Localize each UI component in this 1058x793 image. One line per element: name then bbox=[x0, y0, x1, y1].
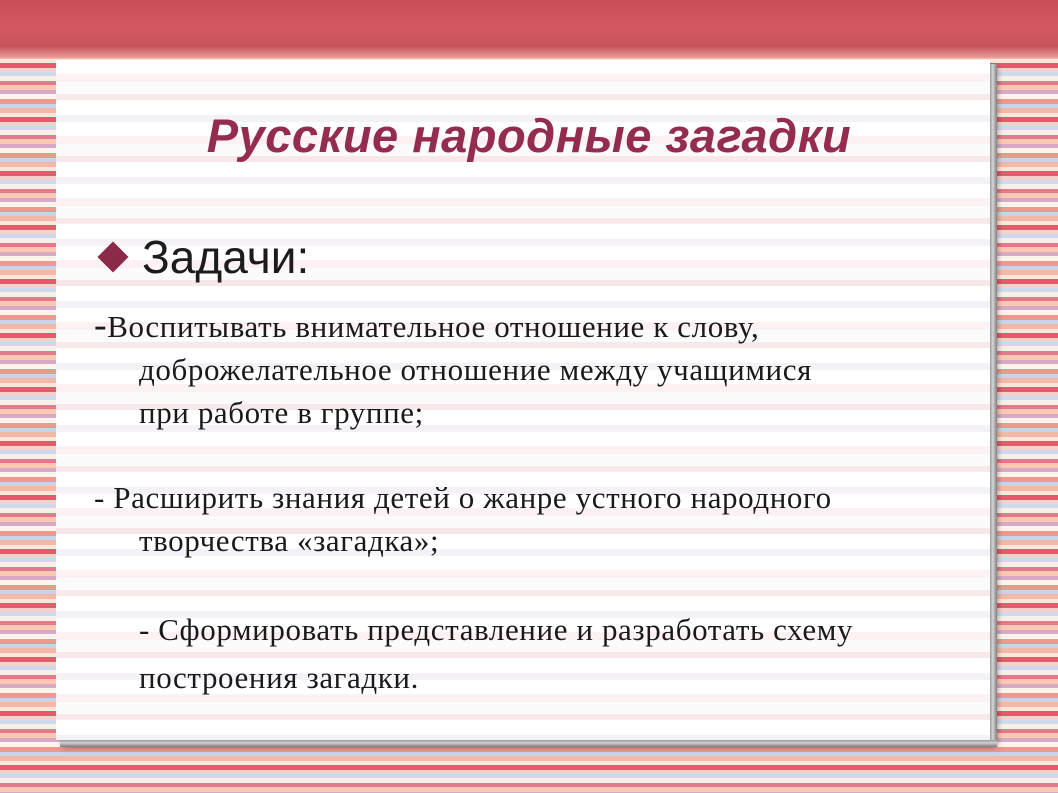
card-right-edge bbox=[990, 64, 997, 740]
task-1-line-2: доброжелательное отношение между учащимися bbox=[139, 352, 812, 387]
task-1-line-1: Воспитывать внимательное отношение к слову, bbox=[107, 309, 760, 344]
card-bottom-edge bbox=[60, 740, 997, 747]
task-1-line-3: при работе в группе; bbox=[139, 395, 424, 430]
task-paragraph-1 bbox=[94, 304, 954, 434]
task-3-line-1: - Сформировать представление и разработать схему bbox=[139, 612, 854, 647]
diamond-bullet-icon bbox=[97, 241, 128, 272]
slide-title: Русские народные загадки bbox=[206, 109, 852, 162]
section-heading-text: Задачи: bbox=[142, 231, 310, 283]
task-3-line-2: построения загадки. bbox=[139, 660, 419, 695]
section-heading bbox=[96, 230, 309, 284]
top-stripe-band bbox=[0, 0, 1058, 58]
task-2-line-1: Расширить знания детей о жанре устного народного bbox=[113, 480, 832, 515]
task-paragraph-2 bbox=[94, 476, 974, 562]
task-2-line-2: творчества «загадка»; bbox=[139, 523, 440, 558]
task-2-dash: - bbox=[94, 480, 114, 515]
task-1-dash: - bbox=[94, 304, 108, 346]
task-paragraph-3 bbox=[139, 606, 989, 702]
